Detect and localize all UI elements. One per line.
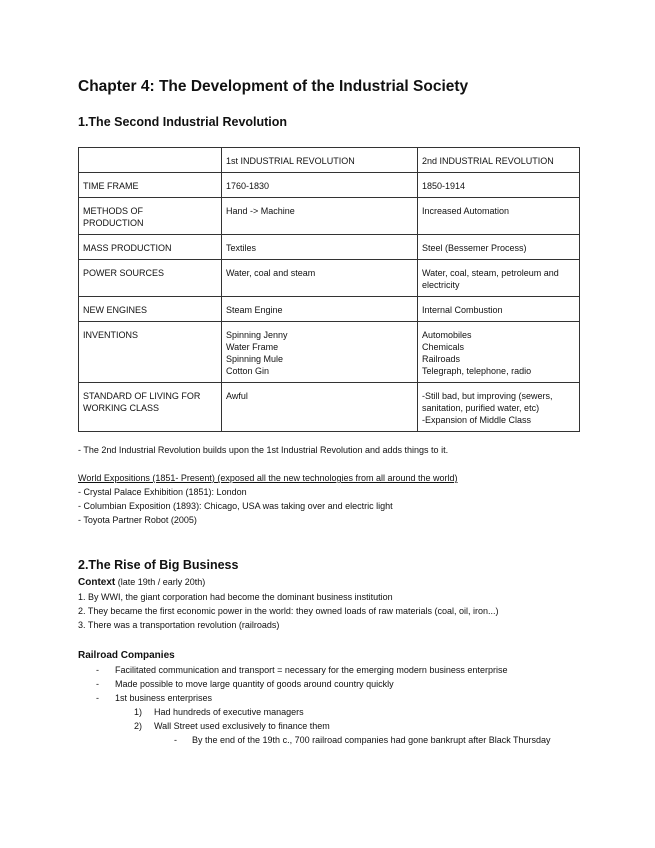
list-item: - Crystal Palace Exhibition (1851): London bbox=[78, 487, 247, 497]
cell-line: Water, coal, steam, petroleum and bbox=[422, 268, 559, 278]
row-label-cell bbox=[79, 322, 222, 383]
list-item: 2. They became the first economic power in the world: they owned loads of raw materials (coal, oil, iron...) bbox=[78, 606, 499, 616]
chapter-title: Chapter 4: The Development of the Industrial Society bbox=[78, 78, 469, 95]
cell-line: METHODS OF bbox=[83, 206, 143, 216]
first-revolution-cell bbox=[222, 260, 418, 297]
list-item: - Toyota Partner Robot (2005) bbox=[78, 515, 197, 525]
list-item: 1. By WWI, the giant corporation had become the dominant business institution bbox=[78, 592, 393, 602]
table-row bbox=[79, 260, 580, 297]
table-row bbox=[79, 173, 580, 198]
numbered-item bbox=[78, 719, 330, 733]
cell-line: STANDARD OF LIVING FOR bbox=[83, 391, 201, 401]
context-block bbox=[78, 575, 499, 632]
second-revolution-cell bbox=[418, 173, 580, 198]
cell-line: NEW ENGINES bbox=[83, 305, 148, 315]
first-revolution-cell bbox=[222, 297, 418, 322]
expositions-heading: World Expositions (1851- Present) (exposed all the new technologies from all around the world) bbox=[78, 473, 458, 483]
expositions-block bbox=[78, 471, 458, 527]
table-row bbox=[79, 383, 580, 432]
table-row bbox=[79, 235, 580, 260]
cell-line: Hand -> Machine bbox=[226, 206, 295, 216]
comparison-table bbox=[78, 147, 580, 432]
cell-line: -Still bad, but improving (sewers, bbox=[422, 391, 553, 401]
bullet-dash: - bbox=[96, 693, 99, 703]
row-label-cell bbox=[79, 235, 222, 260]
railroad-block bbox=[78, 649, 551, 761]
cell-line: Chemicals bbox=[422, 342, 465, 352]
second-revolution-cell bbox=[418, 383, 580, 432]
section-1-title: 1.The Second Industrial Revolution bbox=[78, 115, 288, 129]
cell-line: TIME FRAME bbox=[83, 181, 139, 191]
list-item bbox=[78, 677, 394, 691]
bullet-dash: - bbox=[96, 665, 99, 675]
cell-line: Steam Engine bbox=[226, 305, 283, 315]
cell-line: Textiles bbox=[226, 243, 257, 253]
cell-line: Increased Automation bbox=[422, 206, 510, 216]
first-revolution-cell bbox=[222, 198, 418, 235]
cell-line: Internal Combustion bbox=[422, 305, 503, 315]
cell-line: Telegraph, telephone, radio bbox=[422, 366, 532, 376]
cell-line: electricity bbox=[422, 280, 460, 290]
cell-line: WORKING CLASS bbox=[83, 403, 160, 413]
first-revolution-cell bbox=[222, 235, 418, 260]
bullet-dash: - bbox=[96, 679, 99, 689]
cell-line: Automobiles bbox=[422, 330, 472, 340]
list-item: - Columbian Exposition (1893): Chicago, USA was taking over and electric light bbox=[78, 501, 393, 511]
table-header-cell: 2nd INDUSTRIAL REVOLUTION bbox=[418, 148, 580, 173]
cell-line: INVENTIONS bbox=[83, 330, 139, 340]
cell-line: Spinning Jenny bbox=[226, 330, 288, 340]
sub-bullet-item bbox=[78, 733, 551, 761]
list-item bbox=[78, 663, 508, 677]
row-label-cell bbox=[79, 297, 222, 322]
table-row bbox=[79, 322, 580, 383]
first-revolution-cell bbox=[222, 322, 418, 383]
second-revolution-cell bbox=[418, 297, 580, 322]
context-period: (late 19th / early 20th) bbox=[115, 577, 206, 587]
section-2-title: 2.The Rise of Big Business bbox=[78, 558, 239, 572]
context-label: Context bbox=[78, 577, 116, 588]
cell-line: POWER SOURCES bbox=[83, 268, 165, 278]
second-revolution-cell bbox=[418, 322, 580, 383]
cell-line: 1850-1914 bbox=[422, 181, 466, 191]
item-text: Had hundreds of executive managers bbox=[154, 707, 304, 717]
row-label-cell bbox=[79, 383, 222, 432]
cell-line: sanitation, purified water, etc) bbox=[422, 403, 540, 413]
table-row bbox=[79, 198, 580, 235]
bullet-text: By the end of the 19th c., 700 railroad companies had gone bankrupt after Black Thursday bbox=[192, 735, 551, 745]
table-header-row bbox=[79, 148, 580, 173]
cell-line: -Expansion of Middle Class bbox=[422, 415, 532, 425]
table-row bbox=[79, 297, 580, 322]
cell-line: Cotton Gin bbox=[226, 366, 270, 376]
list-item: 3. There was a transportation revolution (railroads) bbox=[78, 620, 280, 630]
cell-line: Railroads bbox=[422, 354, 461, 364]
first-revolution-cell bbox=[222, 383, 418, 432]
cell-line: Water Frame bbox=[226, 342, 279, 352]
second-revolution-cell bbox=[418, 260, 580, 297]
item-number: 1) bbox=[134, 707, 143, 717]
railroad-heading: Railroad Companies bbox=[78, 650, 175, 661]
second-revolution-cell bbox=[418, 198, 580, 235]
item-text: Wall Street used exclusively to finance them bbox=[154, 721, 330, 731]
note-text: - The 2nd Industrial Revolution builds upon the 1st Industrial Revolution and adds things to it. bbox=[78, 445, 449, 455]
table-header-cell: 1st INDUSTRIAL REVOLUTION bbox=[222, 148, 418, 173]
cell-line: Awful bbox=[226, 391, 248, 401]
numbered-item bbox=[78, 705, 304, 719]
cell-line: Steel (Bessemer Process) bbox=[422, 243, 527, 253]
second-revolution-cell bbox=[418, 235, 580, 260]
first-revolution-cell bbox=[222, 173, 418, 198]
bullet-dash: - bbox=[174, 735, 177, 745]
cell-line: MASS PRODUCTION bbox=[83, 243, 172, 253]
cell-line: Water, coal and steam bbox=[226, 268, 316, 278]
list-item bbox=[78, 691, 213, 705]
bullet-text: Made possible to move large quantity of goods around country quickly bbox=[115, 679, 394, 689]
item-number: 2) bbox=[134, 721, 143, 731]
cell-line: 1760-1830 bbox=[226, 181, 270, 191]
row-label-cell bbox=[79, 173, 222, 198]
cell-line: Spinning Mule bbox=[226, 354, 284, 364]
cell-line: PRODUCTION bbox=[83, 218, 144, 228]
bullet-text: Facilitated communication and transport = necessary for the emerging modern business enterprise bbox=[115, 665, 508, 675]
row-label-cell bbox=[79, 198, 222, 235]
table-header-cell bbox=[79, 148, 222, 173]
bullet-text: 1st business enterprises bbox=[115, 693, 213, 703]
row-label-cell bbox=[79, 260, 222, 297]
